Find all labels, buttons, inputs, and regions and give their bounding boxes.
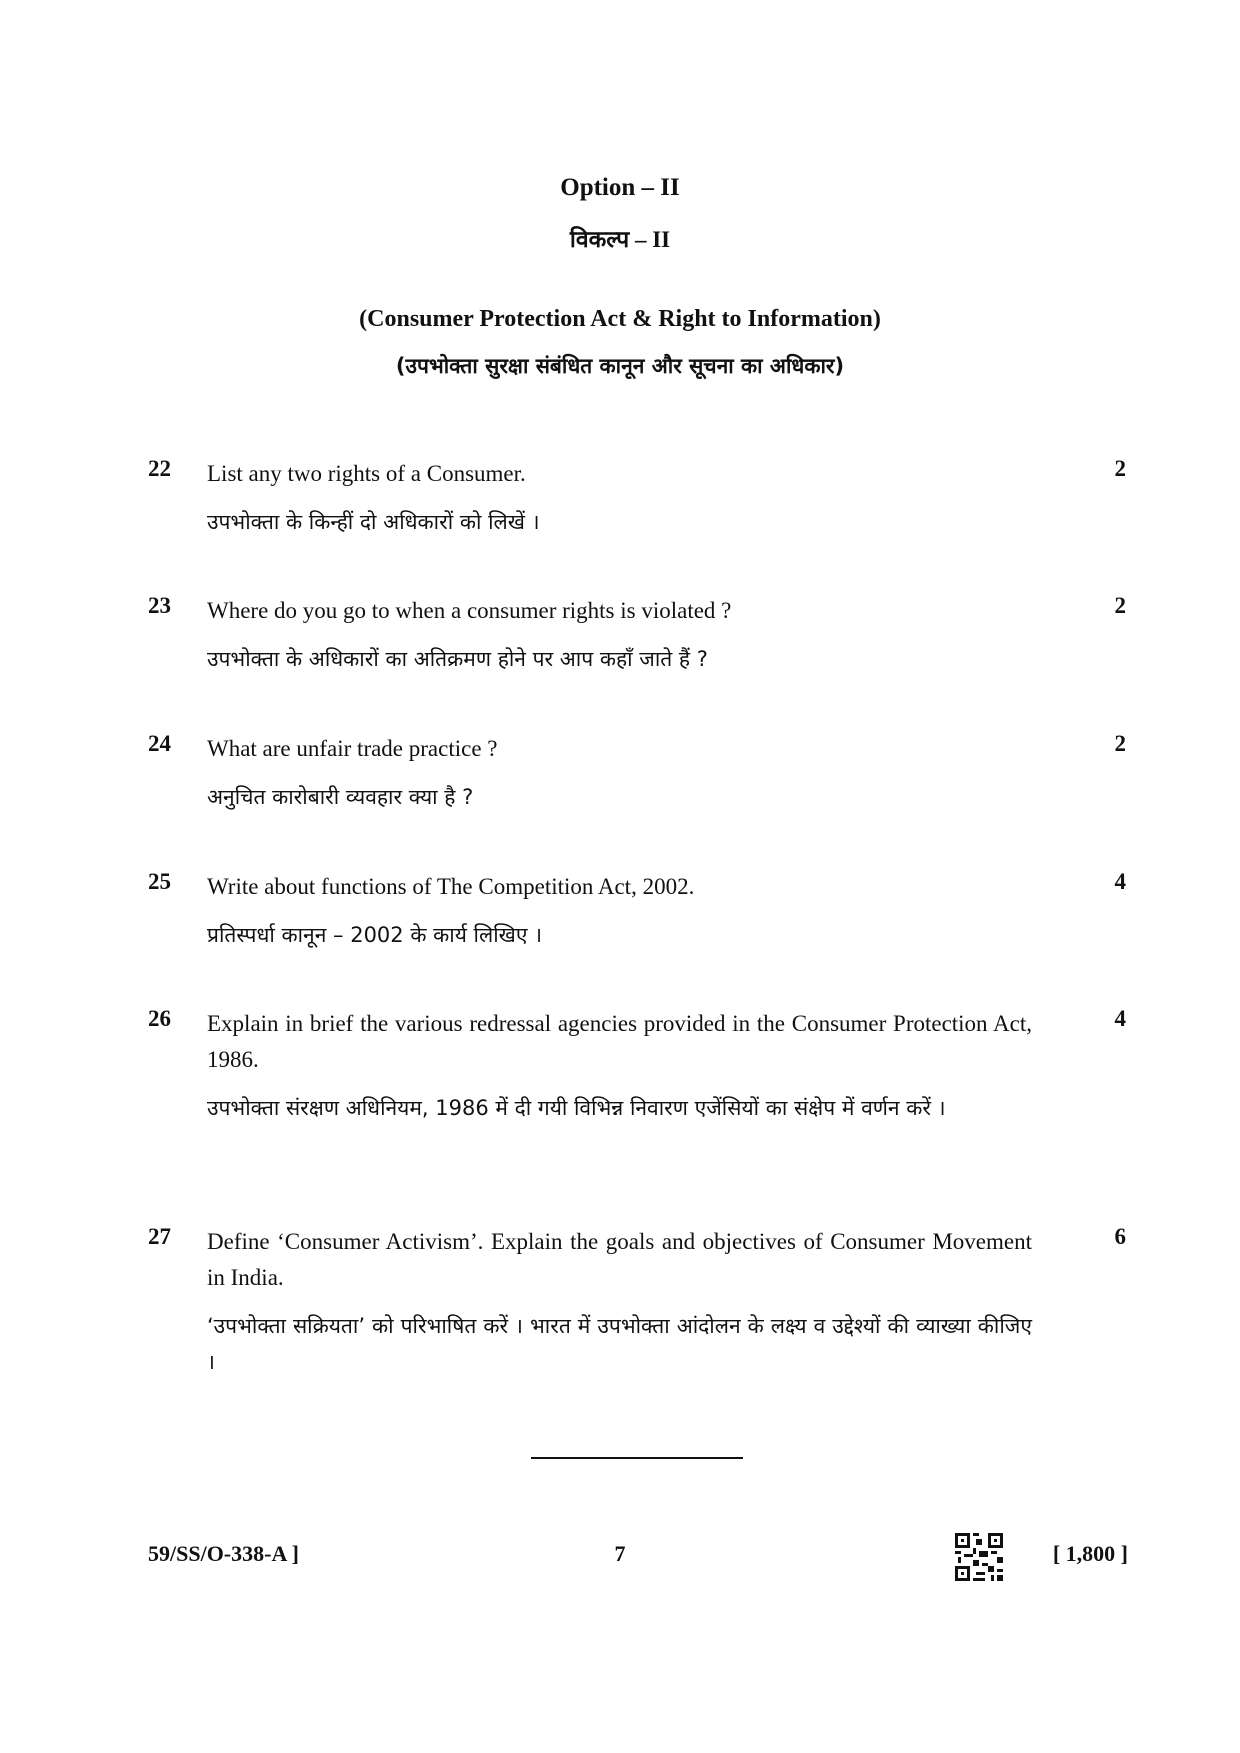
end-divider xyxy=(531,1457,743,1459)
copies-count: [ 1,800 ] xyxy=(1052,1541,1128,1566)
question-number: 23 xyxy=(148,593,171,618)
question-text xyxy=(207,731,1032,815)
question-hindi: उपभोक्ता संरक्षण अधिनियम, 1986 में दी गयी विभिन्न निवारण एजेंसियों का संक्षेप में वर्णन करें । xyxy=(207,1096,946,1120)
section-title-hindi: (उपभोक्ता सुरक्षा संबंधित कानून और सूचना का अधिकार) xyxy=(395,354,845,378)
question-text xyxy=(207,1224,1032,1380)
question-english: What are unfair trade practice ? xyxy=(207,736,498,761)
question-hindi: ‘उपभोक्ता सक्रियता’ को परिभाषित करें । भारत में उपभोक्ता आंदोलन के लक्ष्य व उद्देश्यों की व्याख्या कीजिए । xyxy=(207,1314,1032,1374)
paper-code: 59/SS/O-338-A ] xyxy=(148,1541,299,1566)
question-marks: 4 xyxy=(1114,1006,1126,1031)
question-number: 24 xyxy=(148,731,171,756)
question-english: List any two rights of a Consumer. xyxy=(207,461,526,486)
question-number: 22 xyxy=(148,456,171,481)
question-hindi: अनुचित कारोबारी व्यवहार क्या है ? xyxy=(207,785,474,809)
question-marks: 4 xyxy=(1114,869,1126,894)
question-english: Explain in brief the various redressal agencies provided in the Consumer Protection Act, 1986. xyxy=(207,1011,1032,1072)
question-english: Where do you go to when a consumer rights is violated ? xyxy=(207,598,732,623)
section-title: (Consumer Protection Act & Right to Information) xyxy=(359,306,881,332)
question-hindi: प्रतिस्पर्धा कानून – 2002 के कार्य लिखिए । xyxy=(207,923,543,947)
question-number: 27 xyxy=(148,1224,171,1249)
option-heading-hindi: विकल्प – II xyxy=(569,227,671,252)
question-text xyxy=(207,869,1032,953)
question-hindi: उपभोक्ता के अधिकारों का अतिक्रमण होने पर आप कहाँ जाते हैं ? xyxy=(207,647,708,671)
question-marks: 6 xyxy=(1114,1224,1126,1249)
qr-code-icon xyxy=(955,1533,1003,1581)
page-number: 7 xyxy=(614,1541,626,1566)
question-text xyxy=(207,593,1032,677)
question-number: 26 xyxy=(148,1006,171,1031)
question-english: Write about functions of The Competition Act, 2002. xyxy=(207,874,695,899)
question-english: Define ‘Consumer Activism’. Explain the goals and objectives of Consumer Movement in India. xyxy=(207,1229,1032,1290)
question-marks: 2 xyxy=(1114,593,1126,618)
question-marks: 2 xyxy=(1114,456,1126,481)
question-text xyxy=(207,1006,1032,1126)
option-heading: Option – II xyxy=(560,174,680,201)
question-hindi: उपभोक्ता के किन्हीं दो अधिकारों को लिखें । xyxy=(207,510,540,534)
question-number: 25 xyxy=(148,869,171,894)
question-marks: 2 xyxy=(1114,731,1126,756)
question-text xyxy=(207,456,1032,540)
